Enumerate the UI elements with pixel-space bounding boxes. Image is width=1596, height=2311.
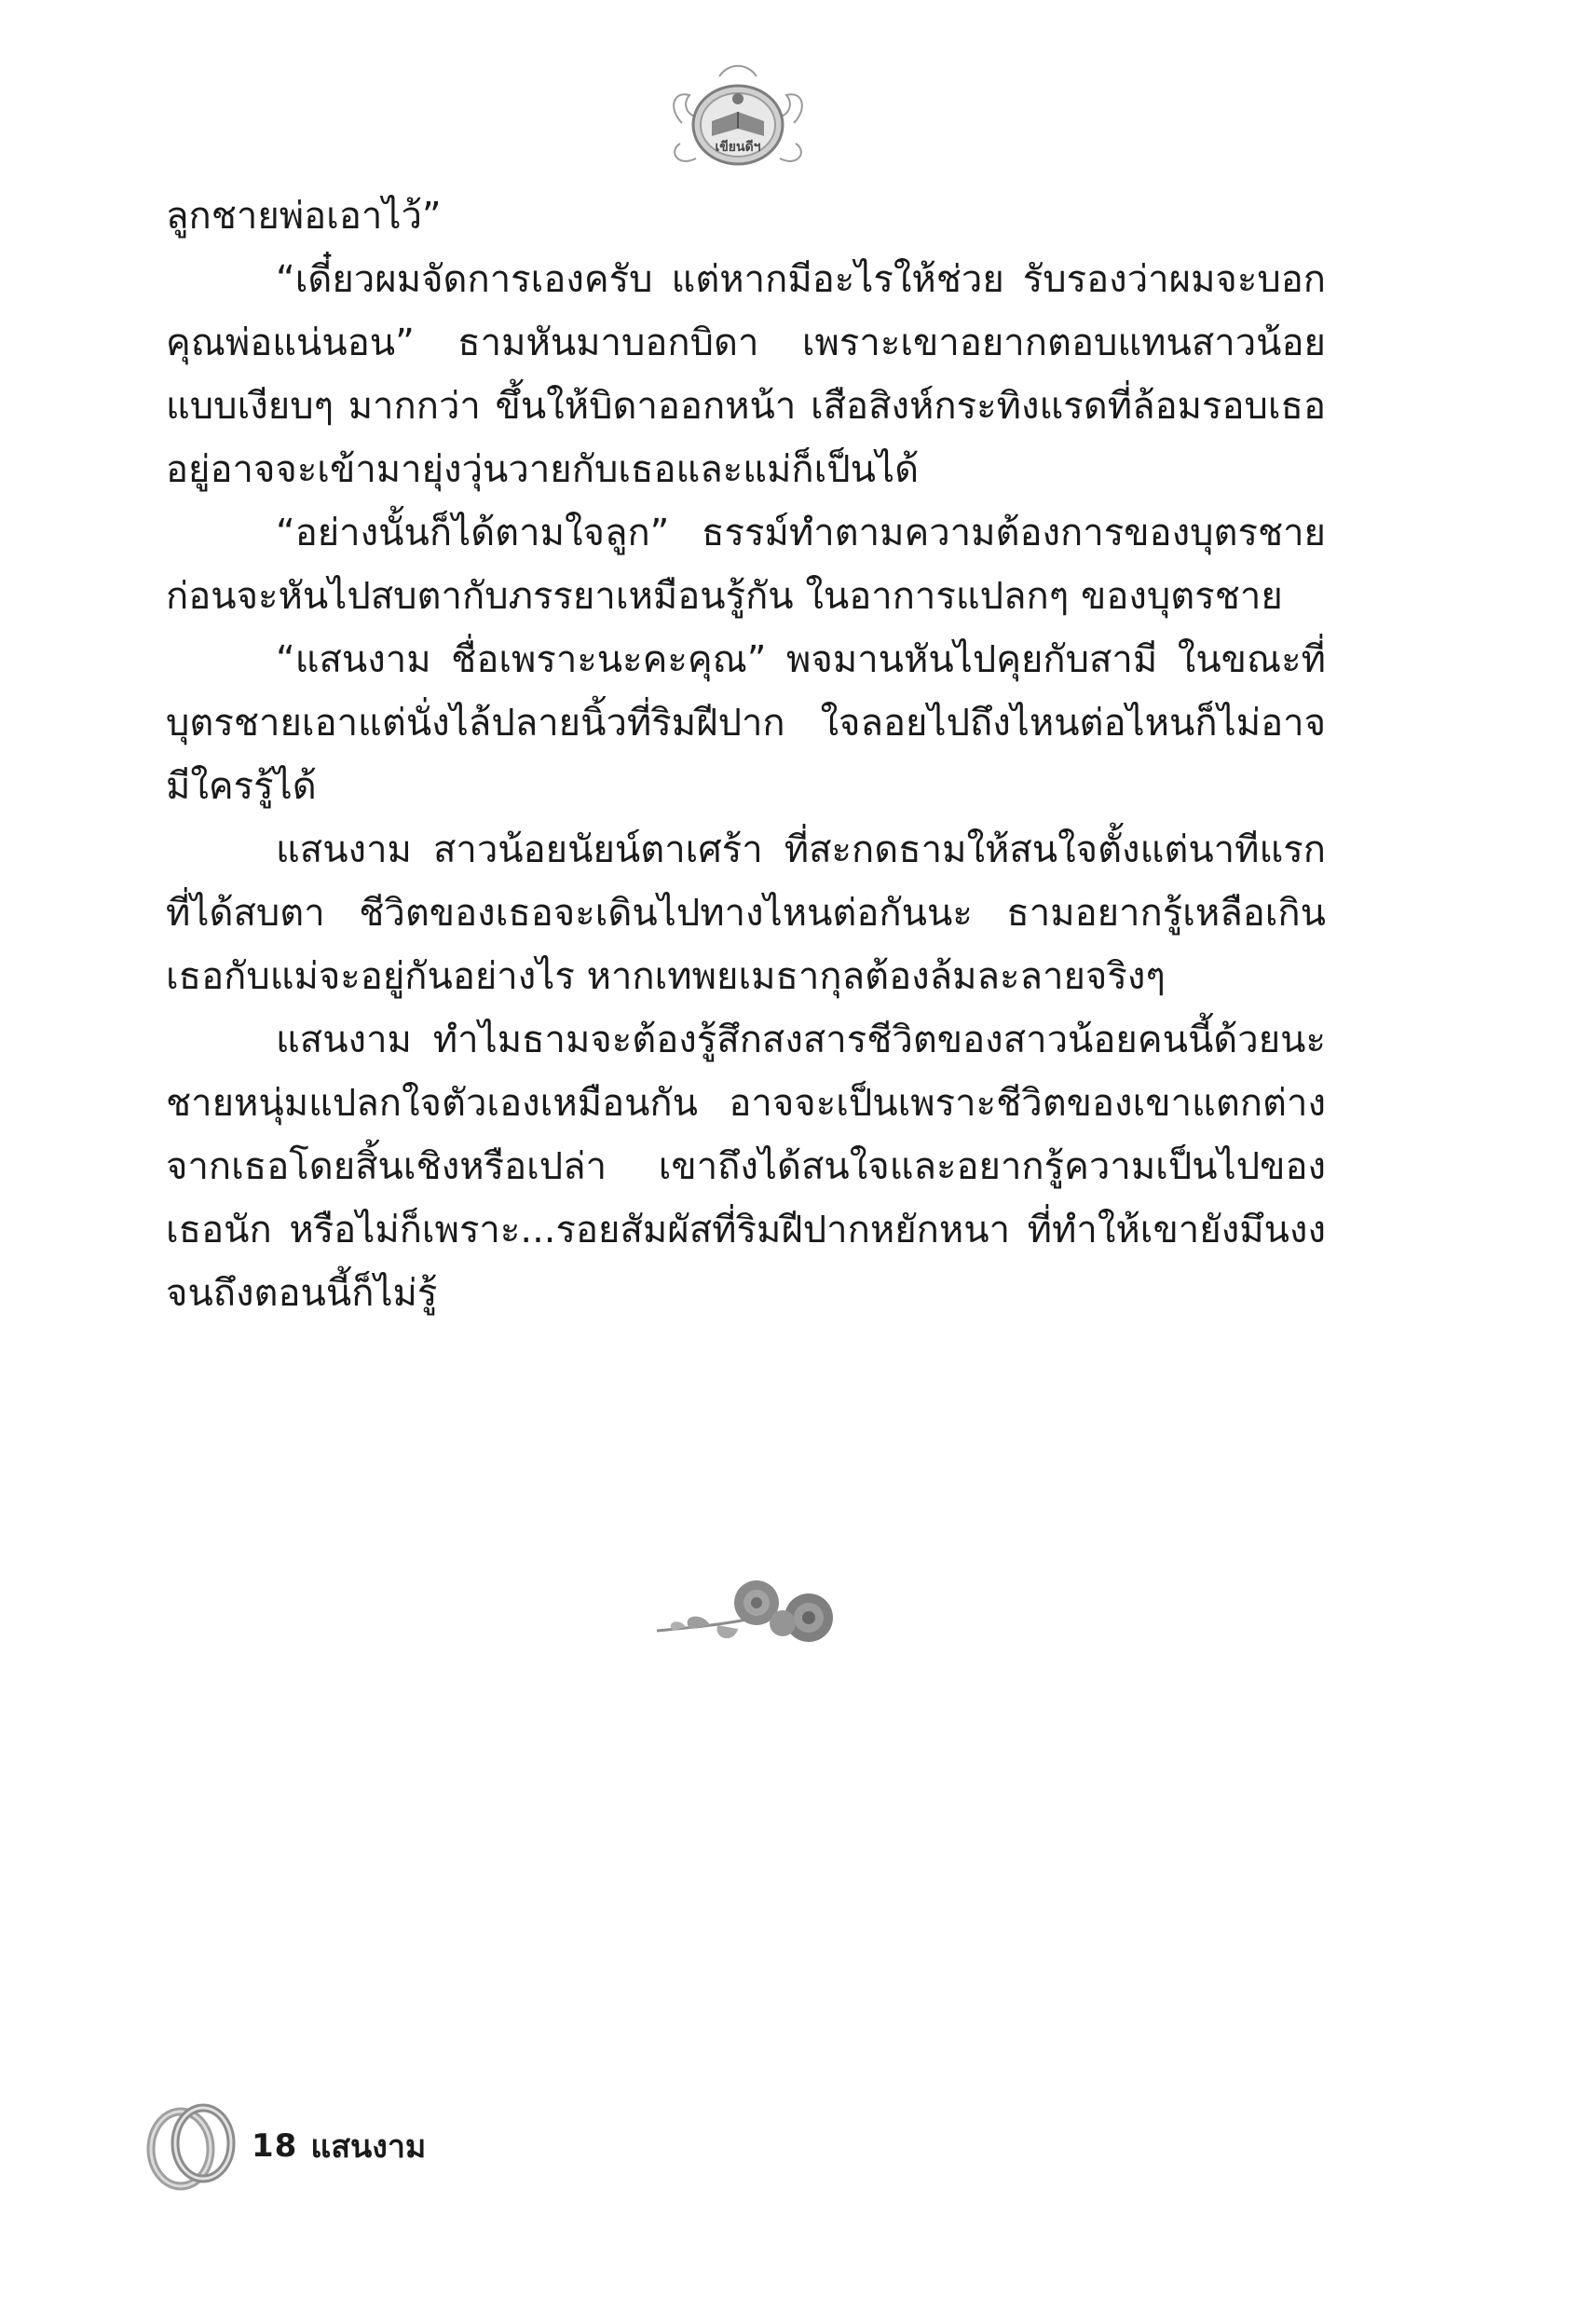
paragraph: “อย่างนั้นก็ได้ตามใจลูก” ธรรม์ทำตามความต้องการของบุตรชายก่อนจะหันไปสบตากับภรรยาเหมือนรู้กัน ในอาการแปลกๆ ของบุตรชาย — [166, 512, 1326, 618]
page-number: 18 — [252, 2127, 298, 2165]
paragraph: แสนงาม สาวน้อยนัยน์ตาเศร้า ที่สะกดธามให้สนใจตั้งแต่นาทีแรกที่ได้สบตา ชีวิตของเธอจะเดินไปทางไหนต่อกันนะ ธามอยากรู้เหลือเกินเธอกับแม่จะอยู่กันอย่างไร หากเทพยเมธากุลต้องล้มละลายจริงๆ — [166, 828, 1326, 998]
paragraph: “แสนงาม ชื่อเพราะนะคะคุณ” พจมานหันไปคุยกับสามี ในขณะที่บุตรชายเอาแต่นั่งไล้ปลายนิ้วที่ริมฝีปาก ใจลอยไปถึงไหนต่อไหนก็ไม่อาจมีใครรู้ได้ — [166, 638, 1326, 808]
ornamental-book-emblem-icon — [663, 58, 812, 179]
paragraph: ลูกชายพ่อเอาไว้” — [166, 195, 442, 238]
paragraph: “เดี๋ยวผมจัดการเองครับ แต่หากมีอะไรให้ช่วย รับรองว่าผมจะบอกคุณพ่อแน่นอน” ธามหันมาบอกบิดา เพราะเขาอยากตอบแทนสาวน้อยแบบเงียบๆ มากกว่า ขึ้นให้บิดาออกหน้า เสือสิงห์กระทิงแรดที่ล้อมรอบเธออยู่อาจจะเข้ามายุ่งวุ่นวายกับเธอและแม่ก็เป็นได้ — [166, 258, 1326, 491]
page-footer — [140, 2095, 426, 2197]
body-text — [166, 185, 1326, 1325]
book-title: แสนงาม — [310, 2128, 427, 2166]
rose-flower-icon — [652, 1575, 848, 1659]
paragraph: แสนงาม ทำไมธามจะต้องรู้สึกสงสารชีวิตของสาวน้อยคนนี้ด้วยนะ ชายหนุ่มแปลกใจตัวเองเหมือนกัน อาจจะเป็นเพราะชีวิตของเขาแตกต่างจากเธอโดยสิ้นเชิงหรือเปล่า เขาถึงได้สนใจและอยากรู้ความเป็นไปของเธอนัก หรือไม่ก็เพราะ...รอยสัมผัสที่ริมฝีปากหยักหนา ที่ทำให้เขายังมึนงงจนถึงตอนนี้ก็ไม่รู้ — [166, 1019, 1326, 1315]
svg-text:เขียนดีฯ: เขียนดีฯ — [715, 140, 761, 155]
wedding-rings-icon — [140, 2095, 242, 2197]
